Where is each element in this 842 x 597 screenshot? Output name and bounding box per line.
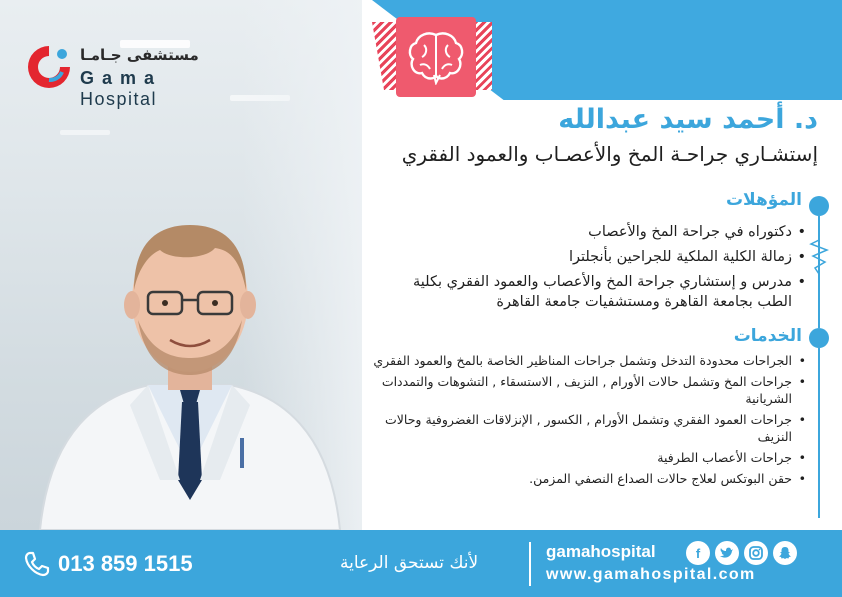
timeline-dot	[809, 196, 829, 216]
list-item: • جراحات المخ وتشمل حالات الأورام , النزيف , الاستسقاء , التشوهات والتمددات الشريانية	[356, 373, 806, 407]
list-item: • جراحات الأعصاب الطرفية	[356, 449, 806, 466]
services-list	[356, 352, 806, 491]
social-icons	[686, 541, 797, 565]
facebook-icon[interactable]: f	[686, 541, 710, 565]
doctor-title: إستشـاري جراحـة المخ والأعصـاب والعمود الفقري	[401, 142, 818, 166]
brain-badge	[396, 17, 476, 97]
heartbeat-icon	[807, 230, 831, 290]
phone-icon	[24, 551, 50, 577]
list-item: • مدرس و إستشاري جراحة المخ والأعصاب والعمود الفقري بكلية الطب بجامعة القاهرة ومستشفيات جامعة القاهرة	[376, 272, 806, 312]
ceiling-light	[60, 130, 110, 135]
list-item: • زمالة الكلية الملكية للجراحين بأنجلترا	[376, 247, 806, 267]
social-handle[interactable]: gamahospital	[546, 542, 656, 561]
footer-divider	[529, 542, 531, 586]
doctor-name: د. أحمد سيد عبدالله	[558, 104, 818, 135]
phone-text: 013 859 1515	[58, 551, 193, 577]
timeline-dot	[809, 328, 829, 348]
list-item: • الجراحات محدودة التدخل وتشمل جراحات المناظير الخاصة بالمخ والعمود الفقري	[356, 352, 806, 369]
snapchat-ghost-shape	[778, 546, 792, 560]
services-heading: الخدمات	[733, 326, 802, 346]
instagram-icon[interactable]	[744, 541, 768, 565]
footer-tagline: لأنك تستحق الرعاية	[340, 553, 479, 573]
logo-gama: G a m a	[80, 68, 156, 88]
timeline-line	[818, 348, 820, 518]
twitter-bird-shape	[720, 547, 734, 559]
website-link[interactable]: www.gamahospital.com	[546, 566, 756, 583]
hospital-logo	[24, 40, 234, 109]
twitter-icon[interactable]	[715, 541, 739, 565]
logo-english-name	[80, 68, 234, 110]
logo-hospital: Hospital	[80, 89, 158, 109]
list-item: • دكتوراه في جراحة المخ والأعصاب	[376, 222, 806, 242]
qualifications-heading: المؤهلات	[725, 190, 802, 210]
instagram-camera-shape	[749, 546, 763, 560]
qualifications-list	[376, 222, 806, 317]
list-item: • جراحات العمود الفقري وتشمل الأورام , الكسور , الإنزلاقات الغضروفية وحالات النزيف	[356, 411, 806, 445]
gama-logo-icon	[24, 42, 74, 92]
logo-arabic-name: مستشفى جـامـا	[80, 46, 199, 64]
snapchat-icon[interactable]	[773, 541, 797, 565]
brain-icon	[406, 29, 466, 85]
phone-number[interactable]	[24, 550, 193, 578]
footer-bar	[0, 530, 842, 597]
doctor-photo	[30, 180, 350, 530]
list-item: • حقن البوتكس لعلاج حالات الصداع النصفي المزمن.	[356, 470, 806, 487]
timeline-decoration	[805, 196, 835, 522]
